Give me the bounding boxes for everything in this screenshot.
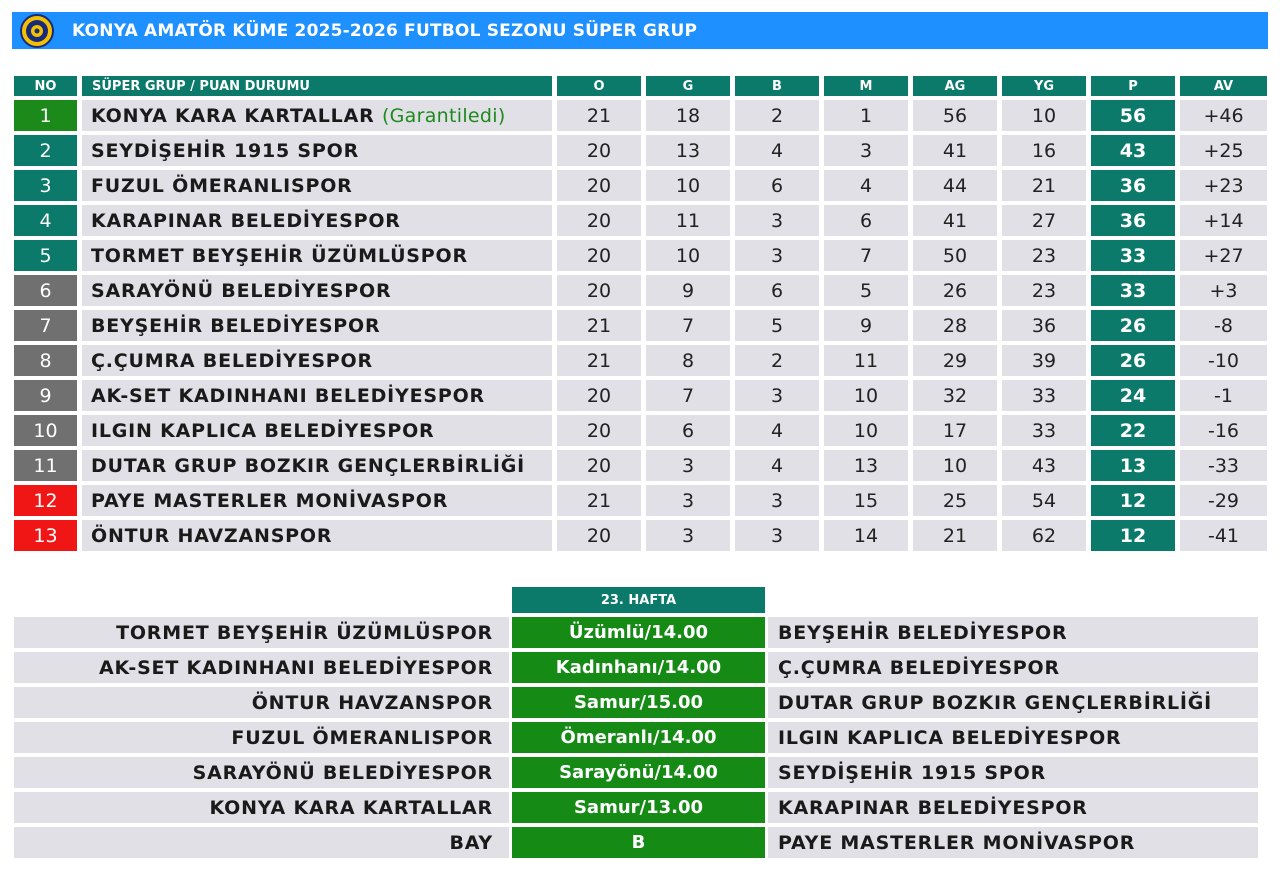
rank-cell: 10	[14, 415, 77, 446]
team-cell	[82, 240, 552, 271]
away-team: ILGIN KAPLICA BELEDİYESPOR	[768, 722, 1258, 753]
stat-av: -41	[1180, 520, 1267, 551]
standings-row	[14, 520, 1267, 551]
stat-av: +27	[1180, 240, 1267, 271]
stat-o: 21	[557, 310, 641, 341]
away-team: DUTAR GRUP BOZKIR GENÇLERBİRLİĞİ	[768, 687, 1258, 718]
home-team: BAY	[14, 827, 509, 858]
stat-o: 20	[557, 520, 641, 551]
stat-m: 10	[824, 415, 908, 446]
team-cell	[82, 520, 552, 551]
stat-av: +3	[1180, 275, 1267, 306]
stat-b: 6	[735, 275, 819, 306]
col-yg: YG	[1002, 76, 1086, 96]
stat-o: 20	[557, 450, 641, 481]
stat-yg: 27	[1002, 205, 1086, 236]
stat-b: 3	[735, 240, 819, 271]
standings-row	[14, 310, 1267, 341]
stat-yg: 23	[1002, 240, 1086, 271]
team-name: BEYŞEHİR BELEDİYESPOR	[91, 314, 381, 337]
stat-ag: 21	[913, 520, 997, 551]
stat-av: -1	[1180, 380, 1267, 411]
stat-o: 20	[557, 170, 641, 201]
stat-m: 15	[824, 485, 908, 516]
stat-m: 1	[824, 100, 908, 131]
col-o: O	[557, 76, 641, 96]
stat-p: 56	[1091, 100, 1175, 131]
stat-m: 11	[824, 345, 908, 376]
stat-g: 7	[646, 380, 730, 411]
standings-row	[14, 275, 1267, 306]
stat-av: +14	[1180, 205, 1267, 236]
standings-row	[14, 240, 1267, 271]
stat-b: 3	[735, 485, 819, 516]
team-name: KONYA KARA KARTALLAR	[91, 104, 375, 127]
stat-m: 9	[824, 310, 908, 341]
stat-g: 8	[646, 345, 730, 376]
stat-g: 7	[646, 310, 730, 341]
stat-m: 5	[824, 275, 908, 306]
fixture-row	[14, 617, 1258, 648]
standings-header-row	[14, 76, 1267, 96]
fixture-row	[14, 757, 1258, 788]
stat-p: 13	[1091, 450, 1175, 481]
stat-b: 3	[735, 520, 819, 551]
stat-o: 20	[557, 275, 641, 306]
away-team: SEYDİŞEHİR 1915 SPOR	[768, 757, 1258, 788]
away-team: Ç.ÇUMRA BELEDİYESPOR	[768, 652, 1258, 683]
stat-b: 4	[735, 415, 819, 446]
stat-g: 3	[646, 450, 730, 481]
home-team: TORMET BEYŞEHİR ÜZÜMLÜSPOR	[14, 617, 509, 648]
stat-av: -10	[1180, 345, 1267, 376]
stat-b: 4	[735, 135, 819, 166]
stat-ag: 10	[913, 450, 997, 481]
col-no: NO	[14, 76, 77, 96]
stat-av: -16	[1180, 415, 1267, 446]
team-name: KARAPINAR BELEDİYESPOR	[91, 209, 401, 232]
stat-p: 24	[1091, 380, 1175, 411]
team-name: DUTAR GRUP BOZKIR GENÇLERBİRLİĞİ	[91, 454, 526, 477]
stat-o: 21	[557, 485, 641, 516]
standings-row	[14, 135, 1267, 166]
team-cell	[82, 380, 552, 411]
stat-b: 2	[735, 100, 819, 131]
stat-g: 11	[646, 205, 730, 236]
away-team: KARAPINAR BELEDİYESPOR	[768, 792, 1258, 823]
rank-cell: 12	[14, 485, 77, 516]
stat-ag: 41	[913, 205, 997, 236]
home-team: AK-SET KADINHANI BELEDİYESPOR	[14, 652, 509, 683]
stat-yg: 33	[1002, 380, 1086, 411]
rank-cell: 6	[14, 275, 77, 306]
col-m: M	[824, 76, 908, 96]
stat-ag: 29	[913, 345, 997, 376]
fixture-row	[14, 827, 1258, 858]
fixture-row	[14, 792, 1258, 823]
stat-o: 20	[557, 205, 641, 236]
stat-o: 20	[557, 380, 641, 411]
stat-g: 10	[646, 240, 730, 271]
team-name: FUZUL ÖMERANLISPOR	[91, 174, 353, 197]
stat-m: 3	[824, 135, 908, 166]
stat-ag: 41	[913, 135, 997, 166]
stat-g: 6	[646, 415, 730, 446]
stat-yg: 33	[1002, 415, 1086, 446]
stat-g: 10	[646, 170, 730, 201]
venue-time: B	[512, 827, 765, 858]
venue-time: Samur/15.00	[512, 687, 765, 718]
venue-time: Sarayönü/14.00	[512, 757, 765, 788]
col-team: SÜPER GRUP / PUAN DURUMU	[82, 76, 552, 96]
standings-row	[14, 100, 1267, 131]
stat-o: 20	[557, 415, 641, 446]
team-cell	[82, 205, 552, 236]
col-b: B	[735, 76, 819, 96]
standings-row	[14, 415, 1267, 446]
team-cell	[82, 170, 552, 201]
stat-av: -33	[1180, 450, 1267, 481]
rank-cell: 8	[14, 345, 77, 376]
team-name: ILGIN KAPLICA BELEDİYESPOR	[91, 419, 435, 442]
stat-av: +23	[1180, 170, 1267, 201]
home-team: ÖNTUR HAVZANSPOR	[14, 687, 509, 718]
stat-p: 26	[1091, 345, 1175, 376]
rank-cell: 3	[14, 170, 77, 201]
federation-emblem-icon	[20, 14, 54, 48]
stat-yg: 43	[1002, 450, 1086, 481]
home-team: KONYA KARA KARTALLAR	[14, 792, 509, 823]
team-cell	[82, 345, 552, 376]
stat-b: 3	[735, 380, 819, 411]
standings-row	[14, 170, 1267, 201]
standings-row	[14, 205, 1267, 236]
stat-b: 3	[735, 205, 819, 236]
stat-o: 20	[557, 240, 641, 271]
rank-cell: 11	[14, 450, 77, 481]
venue-time: Kadınhanı/14.00	[512, 652, 765, 683]
stat-p: 36	[1091, 205, 1175, 236]
stat-yg: 62	[1002, 520, 1086, 551]
stat-av: -29	[1180, 485, 1267, 516]
team-name: SARAYÖNÜ BELEDİYESPOR	[91, 279, 392, 302]
stat-p: 33	[1091, 275, 1175, 306]
fixtures-table	[14, 587, 1258, 862]
stat-b: 2	[735, 345, 819, 376]
stat-g: 13	[646, 135, 730, 166]
team-name: ÖNTUR HAVZANSPOR	[91, 524, 333, 547]
stat-ag: 50	[913, 240, 997, 271]
stat-g: 3	[646, 485, 730, 516]
stat-yg: 39	[1002, 345, 1086, 376]
stat-b: 4	[735, 450, 819, 481]
stat-m: 7	[824, 240, 908, 271]
team-cell	[82, 275, 552, 306]
header-bar	[12, 12, 1268, 49]
stat-m: 14	[824, 520, 908, 551]
stat-yg: 54	[1002, 485, 1086, 516]
stat-ag: 56	[913, 100, 997, 131]
stat-av: +25	[1180, 135, 1267, 166]
stat-o: 20	[557, 135, 641, 166]
team-name: PAYE MASTERLER MONİVASPOR	[91, 489, 449, 512]
venue-time: Ömeranlı/14.00	[512, 722, 765, 753]
stat-p: 12	[1091, 520, 1175, 551]
team-cell	[82, 415, 552, 446]
stat-ag: 32	[913, 380, 997, 411]
away-team: PAYE MASTERLER MONİVASPOR	[768, 827, 1258, 858]
standings-row	[14, 450, 1267, 481]
stat-g: 9	[646, 275, 730, 306]
stat-ag: 28	[913, 310, 997, 341]
stat-av: -8	[1180, 310, 1267, 341]
rank-cell: 2	[14, 135, 77, 166]
away-team: BEYŞEHİR BELEDİYESPOR	[768, 617, 1258, 648]
page-title: KONYA AMATÖR KÜME 2025-2026 FUTBOL SEZONU SÜPER GRUP	[72, 20, 698, 41]
stat-m: 10	[824, 380, 908, 411]
team-name: AK-SET KADINHANI BELEDİYESPOR	[91, 384, 485, 407]
col-p: P	[1091, 76, 1175, 96]
stat-m: 13	[824, 450, 908, 481]
rank-cell: 4	[14, 205, 77, 236]
standings-row	[14, 485, 1267, 516]
fixture-row	[14, 652, 1258, 683]
status-note: (Garantiledi)	[381, 104, 506, 127]
stat-p: 33	[1091, 240, 1175, 271]
rank-cell: 7	[14, 310, 77, 341]
stat-b: 5	[735, 310, 819, 341]
stat-yg: 16	[1002, 135, 1086, 166]
stat-yg: 36	[1002, 310, 1086, 341]
rank-cell: 9	[14, 380, 77, 411]
stat-p: 43	[1091, 135, 1175, 166]
week-label: 23. HAFTA	[512, 587, 765, 613]
team-name: Ç.ÇUMRA BELEDİYESPOR	[91, 349, 373, 372]
fixtures-header-row	[14, 587, 1258, 613]
home-team: SARAYÖNÜ BELEDİYESPOR	[14, 757, 509, 788]
stat-yg: 21	[1002, 170, 1086, 201]
stat-g: 18	[646, 100, 730, 131]
stat-p: 12	[1091, 485, 1175, 516]
stat-m: 6	[824, 205, 908, 236]
rank-cell: 1	[14, 100, 77, 131]
stat-b: 6	[735, 170, 819, 201]
team-cell	[82, 100, 552, 131]
fixture-row	[14, 722, 1258, 753]
stat-ag: 17	[913, 415, 997, 446]
rank-cell: 5	[14, 240, 77, 271]
team-name: TORMET BEYŞEHİR ÜZÜMLÜSPOR	[91, 244, 468, 267]
stat-p: 26	[1091, 310, 1175, 341]
team-cell	[82, 485, 552, 516]
fixture-row	[14, 687, 1258, 718]
venue-time: Üzümlü/14.00	[512, 617, 765, 648]
stat-av: +46	[1180, 100, 1267, 131]
stat-o: 21	[557, 345, 641, 376]
standings-table	[14, 76, 1272, 555]
rank-cell: 13	[14, 520, 77, 551]
stat-yg: 10	[1002, 100, 1086, 131]
stat-yg: 23	[1002, 275, 1086, 306]
col-g: G	[646, 76, 730, 96]
venue-time: Samur/13.00	[512, 792, 765, 823]
team-name: SEYDİŞEHİR 1915 SPOR	[91, 139, 360, 162]
stat-g: 3	[646, 520, 730, 551]
standings-row	[14, 380, 1267, 411]
col-av: AV	[1180, 76, 1267, 96]
stat-p: 22	[1091, 415, 1175, 446]
team-cell	[82, 310, 552, 341]
stat-o: 21	[557, 100, 641, 131]
team-cell	[82, 450, 552, 481]
col-ag: AG	[913, 76, 997, 96]
home-team: FUZUL ÖMERANLISPOR	[14, 722, 509, 753]
stat-m: 4	[824, 170, 908, 201]
team-cell	[82, 135, 552, 166]
stat-ag: 25	[913, 485, 997, 516]
stat-p: 36	[1091, 170, 1175, 201]
standings-row	[14, 345, 1267, 376]
stat-ag: 26	[913, 275, 997, 306]
stat-ag: 44	[913, 170, 997, 201]
